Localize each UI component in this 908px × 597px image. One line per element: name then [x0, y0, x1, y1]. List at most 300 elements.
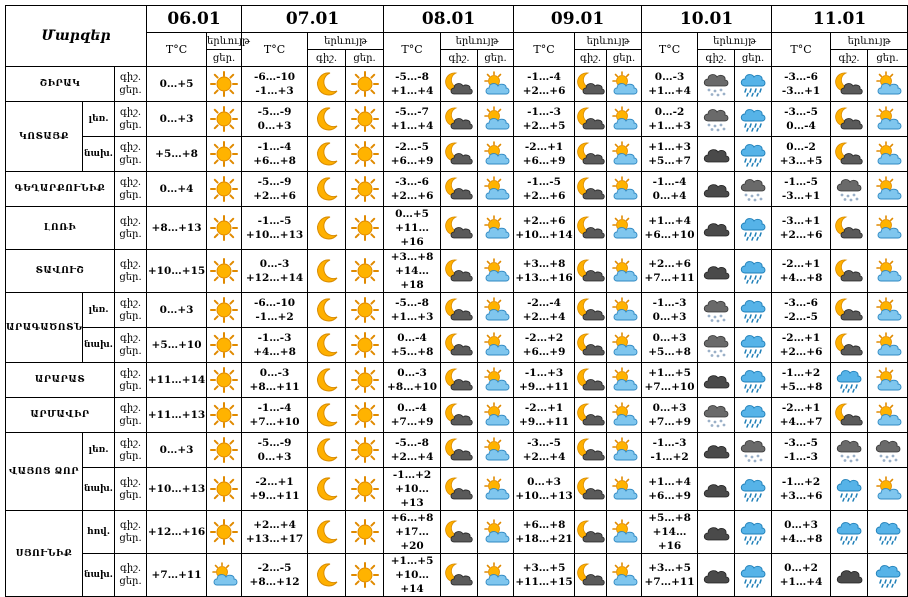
sun-cloud-icon [610, 258, 638, 284]
day-header: ցեր. [207, 50, 242, 67]
weather-cell [698, 250, 735, 293]
cloud-snow-icon [702, 402, 730, 428]
moon-cloud-icon [577, 367, 605, 393]
day-temp: 0…+3 [652, 311, 687, 323]
weather-cell [478, 328, 514, 363]
weather-cell [441, 207, 478, 250]
night-temp: +1…+5 [648, 367, 691, 379]
temp-range [514, 67, 575, 102]
cloud-rain-icon [739, 297, 767, 323]
sun-icon [210, 258, 238, 284]
weather-cell [831, 468, 868, 511]
day-temp: +7…+10 [249, 416, 300, 428]
sun-icon [351, 106, 379, 132]
moon-icon [313, 476, 341, 502]
day-label: ցեր. [119, 381, 142, 392]
temp-range: 0…+4 [147, 172, 207, 207]
day-temp: 0…+3 [257, 120, 292, 132]
weather-cell [346, 102, 384, 137]
table-row [6, 363, 908, 398]
day-temp: +2…+6 [779, 229, 823, 241]
cloud-snow-icon [874, 437, 902, 463]
sun-cloud-icon [874, 106, 902, 132]
table-row [6, 293, 908, 328]
moon-cloud-icon [445, 367, 473, 393]
time-of-day [115, 293, 147, 328]
weather-cell [308, 102, 346, 137]
sun-cloud-icon [482, 258, 510, 284]
temp-range [772, 363, 831, 398]
weather-cell [607, 293, 642, 328]
weather-cell [207, 554, 242, 597]
weather-cell [698, 207, 735, 250]
weather-cell [698, 554, 735, 597]
night-temp: -5…-9 [257, 106, 292, 118]
weather-cell [607, 328, 642, 363]
sun-cloud-icon [482, 297, 510, 323]
day-temp: +7…+11 [644, 272, 695, 284]
weather-cell [207, 172, 242, 207]
weather-cell [607, 172, 642, 207]
weather-cell [346, 293, 384, 328]
time-of-day [115, 363, 147, 398]
night-header: գիշ. [698, 50, 735, 67]
moon-cloud-icon [445, 176, 473, 202]
moon-icon [313, 437, 341, 463]
region-name: ԱՐԱԳԱԾՈՏՆ [6, 293, 83, 363]
night-temp: -3…-5 [527, 437, 561, 449]
weather-cell [607, 511, 642, 554]
day-temp: +18…+21 [515, 533, 573, 545]
weather-cell [575, 102, 607, 137]
sun-cloud-icon [610, 402, 638, 428]
day-temp: +14…+18 [395, 265, 429, 291]
weather-cell [207, 468, 242, 511]
night-temp: -1…-4 [257, 141, 292, 153]
night-temp: -6…-10 [253, 71, 296, 83]
day-temp: +6…+10 [644, 229, 695, 241]
weather-cell [478, 102, 514, 137]
temp-header: T°C [772, 33, 831, 67]
altitude-zone: հով. [83, 511, 115, 554]
day-temp: +1…+4 [648, 85, 691, 97]
temp-range [772, 102, 831, 137]
cloud-snow-icon [739, 176, 767, 202]
weather-cell [831, 172, 868, 207]
sun-cloud-icon [482, 476, 510, 502]
cloud-snow-icon [702, 332, 730, 358]
night-temp: -5…-8 [395, 437, 429, 449]
altitude-zone: լեռ. [83, 433, 115, 468]
weather-cell [831, 363, 868, 398]
day-header: ցեր. [346, 50, 384, 67]
weather-cell [868, 468, 908, 511]
sun-cloud-icon [874, 258, 902, 284]
time-of-day [115, 328, 147, 363]
day-temp: +1…+4 [390, 85, 434, 97]
day-temp: +9…+11 [249, 490, 300, 502]
weather-cell [831, 398, 868, 433]
sun-cloud-icon [874, 332, 902, 358]
sun-icon [210, 332, 238, 358]
sun-cloud-icon [482, 519, 510, 545]
night-label: գիշ. [119, 177, 142, 188]
moon-icon [313, 258, 341, 284]
weather-cell [207, 398, 242, 433]
weather-cell [441, 468, 478, 511]
temp-range [384, 554, 441, 597]
night-temp: -2…-4 [527, 297, 561, 309]
temp-range [642, 250, 698, 293]
sun-cloud-icon [874, 215, 902, 241]
day-temp: +6…+8 [253, 155, 296, 167]
moon-cloud-icon [445, 258, 473, 284]
sun-cloud-icon [610, 106, 638, 132]
day-temp: +4…+8 [253, 346, 296, 358]
day-temp: +10…+13 [515, 490, 573, 502]
temp-range [642, 207, 698, 250]
weather-cell [346, 328, 384, 363]
moon-icon [313, 332, 341, 358]
temp-range [514, 433, 575, 468]
phenomena-header: երևույթ [207, 33, 242, 50]
time-of-day [115, 67, 147, 102]
temp-header: T°C [147, 33, 207, 67]
sun-icon [351, 297, 379, 323]
day-temp: +2…+6 [253, 190, 296, 202]
night-temp: -2…+1 [781, 258, 821, 270]
day-temp: +6…+9 [522, 155, 566, 167]
temp-range [772, 293, 831, 328]
weather-cell [698, 363, 735, 398]
sun-icon [351, 562, 379, 588]
phenomena-header: երևույթ [308, 33, 384, 50]
sun-icon [351, 437, 379, 463]
night-temp: -1…-4 [527, 71, 561, 83]
night-temp: +3…+5 [648, 562, 691, 574]
moon-cloud-icon [577, 176, 605, 202]
weather-cell [831, 433, 868, 468]
moon-cloud-icon [445, 519, 473, 545]
temp-range [772, 554, 831, 597]
temp-range: 0…+3 [147, 102, 207, 137]
weather-cell [308, 511, 346, 554]
temp-range [242, 137, 308, 172]
region-name: ՍՅՈՒՆԻՔ [6, 511, 83, 597]
weather-cell [207, 207, 242, 250]
region-name: ՎԱՅՈՑ ՁՈՐ [6, 433, 83, 511]
day-label: ցեր. [119, 311, 142, 322]
night-temp: 0…-2 [786, 141, 816, 153]
night-temp: +6…+8 [390, 512, 434, 524]
night-temp: 0…-4 [397, 332, 427, 344]
weather-cell [441, 363, 478, 398]
moon-cloud-icon [445, 562, 473, 588]
sun-cloud-icon [482, 71, 510, 97]
day-label: ցեր. [119, 155, 142, 166]
sun-cloud-icon [874, 402, 902, 428]
day-temp: 0…+3 [257, 451, 292, 463]
weather-cell [308, 293, 346, 328]
weather-cell [868, 511, 908, 554]
moon-icon [313, 141, 341, 167]
day-temp: -1…+2 [650, 451, 689, 463]
cloud-rain-icon [835, 367, 863, 393]
night-temp: -2…-5 [257, 562, 292, 574]
night-header: գիշ. [575, 50, 607, 67]
cloud-rain-icon [739, 215, 767, 241]
night-temp: -2…+1 [781, 402, 821, 414]
temp-range: +7…+11 [147, 554, 207, 597]
cloud-icon [702, 562, 730, 588]
weather-cell [308, 250, 346, 293]
weather-cell [346, 207, 384, 250]
sun-icon [210, 106, 238, 132]
temp-range [642, 363, 698, 398]
weather-cell [698, 398, 735, 433]
night-temp: 0…-3 [397, 367, 427, 379]
temp-range: +11…+13 [147, 398, 207, 433]
weather-cell [698, 172, 735, 207]
sun-icon [210, 176, 238, 202]
night-temp: +6…+8 [522, 519, 566, 531]
temp-range [384, 250, 441, 293]
moon-cloud-icon [835, 297, 863, 323]
weather-cell [308, 207, 346, 250]
weather-cell [735, 433, 772, 468]
temp-range [384, 102, 441, 137]
weather-cell [308, 398, 346, 433]
weather-cell [575, 511, 607, 554]
time-of-day [115, 511, 147, 554]
weather-cell [575, 554, 607, 597]
cloud-snow-icon [739, 437, 767, 463]
temp-range: +11…+14 [147, 363, 207, 398]
weather-cell [346, 250, 384, 293]
weather-cell [308, 468, 346, 511]
temp-range [642, 293, 698, 328]
night-temp: 0…+3 [652, 402, 687, 414]
sun-cloud-icon [610, 215, 638, 241]
day-temp: +13…+17 [245, 533, 304, 545]
temp-range [772, 433, 831, 468]
cloud-rain-icon [739, 106, 767, 132]
moon-cloud-icon [445, 437, 473, 463]
weather-cell [831, 207, 868, 250]
night-temp: -2…+1 [524, 141, 564, 153]
region-name: ՏԱՎՈՒՇ [6, 250, 115, 293]
day-label: ցեր. [119, 120, 142, 131]
date-header: 06.01 [147, 6, 242, 33]
temp-range [514, 172, 575, 207]
moon-cloud-icon [445, 297, 473, 323]
weather-cell [868, 433, 908, 468]
temp-range: +5…+10 [147, 328, 207, 363]
weather-cell [207, 433, 242, 468]
night-temp: -3…-5 [784, 106, 818, 118]
moon-cloud-icon [577, 215, 605, 241]
cloud-icon [702, 215, 730, 241]
night-temp: -3…-6 [395, 176, 429, 188]
moon-cloud-icon [577, 141, 605, 167]
cloud-rain-icon [739, 402, 767, 428]
weather-cell [575, 67, 607, 102]
weather-cell [607, 554, 642, 597]
night-temp: -5…-8 [395, 71, 429, 83]
temp-range: +12…+16 [147, 511, 207, 554]
cloud-rain-icon [835, 519, 863, 545]
sun-cloud-icon [610, 367, 638, 393]
sun-icon [351, 215, 379, 241]
table-row [6, 67, 908, 102]
region-name: ԿՈՏԱՅՔ [6, 102, 83, 172]
night-label: գիշ. [119, 403, 142, 414]
weather-cell [868, 293, 908, 328]
sun-cloud-icon [610, 141, 638, 167]
weather-cell [831, 511, 868, 554]
temp-range [384, 511, 441, 554]
temp-range [384, 398, 441, 433]
weather-cell [441, 293, 478, 328]
sun-icon [351, 176, 379, 202]
region-name: ԼՈՌԻ [6, 207, 115, 250]
cloud-snow-icon [702, 71, 730, 97]
temp-range [772, 67, 831, 102]
day-temp: +11…+15 [515, 576, 573, 588]
day-temp: +2…+6 [779, 346, 823, 358]
time-of-day [115, 137, 147, 172]
date-header: 10.01 [642, 6, 772, 33]
temp-range [384, 172, 441, 207]
sun-icon [210, 437, 238, 463]
moon-icon [313, 215, 341, 241]
temp-range [642, 554, 698, 597]
day-temp: +10…+13 [395, 483, 429, 509]
night-temp: -2…+1 [781, 332, 821, 344]
weather-cell [607, 250, 642, 293]
weather-cell [868, 328, 908, 363]
weather-cell [478, 67, 514, 102]
day-temp: +1…+3 [648, 120, 691, 132]
weather-cell [207, 137, 242, 172]
sun-cloud-icon [874, 297, 902, 323]
sun-icon [210, 476, 238, 502]
sun-cloud-icon [610, 297, 638, 323]
cloud-rain-icon [739, 258, 767, 284]
cloud-rain-icon [739, 519, 767, 545]
cloud-icon [702, 476, 730, 502]
night-temp: -1…+2 [781, 367, 821, 379]
date-header: 11.01 [772, 6, 908, 33]
sun-cloud-icon [482, 106, 510, 132]
table-row [6, 433, 908, 468]
weather-cell [698, 67, 735, 102]
phenomena-header: երևույթ [698, 33, 772, 50]
temp-range [242, 328, 308, 363]
day-temp: +12…+14 [245, 272, 304, 284]
date-header: 08.01 [384, 6, 514, 33]
weather-cell [478, 172, 514, 207]
temp-range [514, 398, 575, 433]
weather-cell [207, 328, 242, 363]
moon-cloud-icon [835, 106, 863, 132]
temp-range: 0…+5 [147, 67, 207, 102]
moon-cloud-icon [835, 215, 863, 241]
weather-cell [735, 293, 772, 328]
weather-cell [346, 363, 384, 398]
weather-cell [698, 137, 735, 172]
temp-range [384, 293, 441, 328]
sun-cloud-icon [610, 71, 638, 97]
date-header: 09.01 [514, 6, 642, 33]
night-temp: -1…-5 [784, 176, 818, 188]
sun-cloud-icon [610, 437, 638, 463]
night-label: գիշ. [119, 368, 142, 379]
night-temp: -1…-3 [527, 106, 561, 118]
day-temp: -1…+2 [255, 311, 294, 323]
day-temp: +2…+5 [522, 120, 566, 132]
sun-icon [351, 71, 379, 97]
regions-header: Մարզեր [6, 6, 147, 67]
sun-cloud-icon [482, 141, 510, 167]
temp-range [242, 433, 308, 468]
temp-range [514, 511, 575, 554]
time-of-day [115, 398, 147, 433]
weather-cell [575, 293, 607, 328]
temp-range [242, 172, 308, 207]
table-row [6, 468, 908, 511]
day-temp: +3…+5 [779, 155, 823, 167]
temp-range [514, 554, 575, 597]
weather-cell [575, 137, 607, 172]
day-temp: +8…+12 [249, 576, 300, 588]
date-header: 07.01 [242, 6, 384, 33]
sun-cloud-icon [210, 562, 238, 588]
weather-cell [735, 398, 772, 433]
cloud-icon [702, 519, 730, 545]
night-label: գիշ. [119, 563, 142, 574]
temp-range [514, 250, 575, 293]
temp-range [642, 433, 698, 468]
sun-cloud-icon [874, 367, 902, 393]
day-temp: +8…+10 [387, 381, 438, 393]
day-temp: +5…+8 [779, 381, 823, 393]
weather-cell [207, 102, 242, 137]
day-temp: -1…+3 [255, 85, 294, 97]
moon-cloud-icon [835, 258, 863, 284]
temp-range [242, 207, 308, 250]
weather-cell [478, 554, 514, 597]
weather-cell [308, 363, 346, 398]
night-temp: 0…+3 [527, 476, 561, 488]
night-temp: -1…+2 [392, 469, 432, 481]
temp-range [384, 328, 441, 363]
temp-range: 0…+3 [147, 293, 207, 328]
moon-cloud-icon [577, 402, 605, 428]
night-temp: -3…-6 [784, 297, 818, 309]
sun-cloud-icon [610, 176, 638, 202]
night-temp: -1…-3 [652, 437, 687, 449]
weather-cell [346, 468, 384, 511]
night-temp: 0…-4 [397, 402, 427, 414]
sun-cloud-icon [610, 519, 638, 545]
day-temp: +7…+10 [644, 381, 695, 393]
weather-cell [441, 250, 478, 293]
weather-cell [868, 207, 908, 250]
temp-range [242, 554, 308, 597]
night-label: գիշ. [119, 142, 142, 153]
sun-icon [351, 476, 379, 502]
